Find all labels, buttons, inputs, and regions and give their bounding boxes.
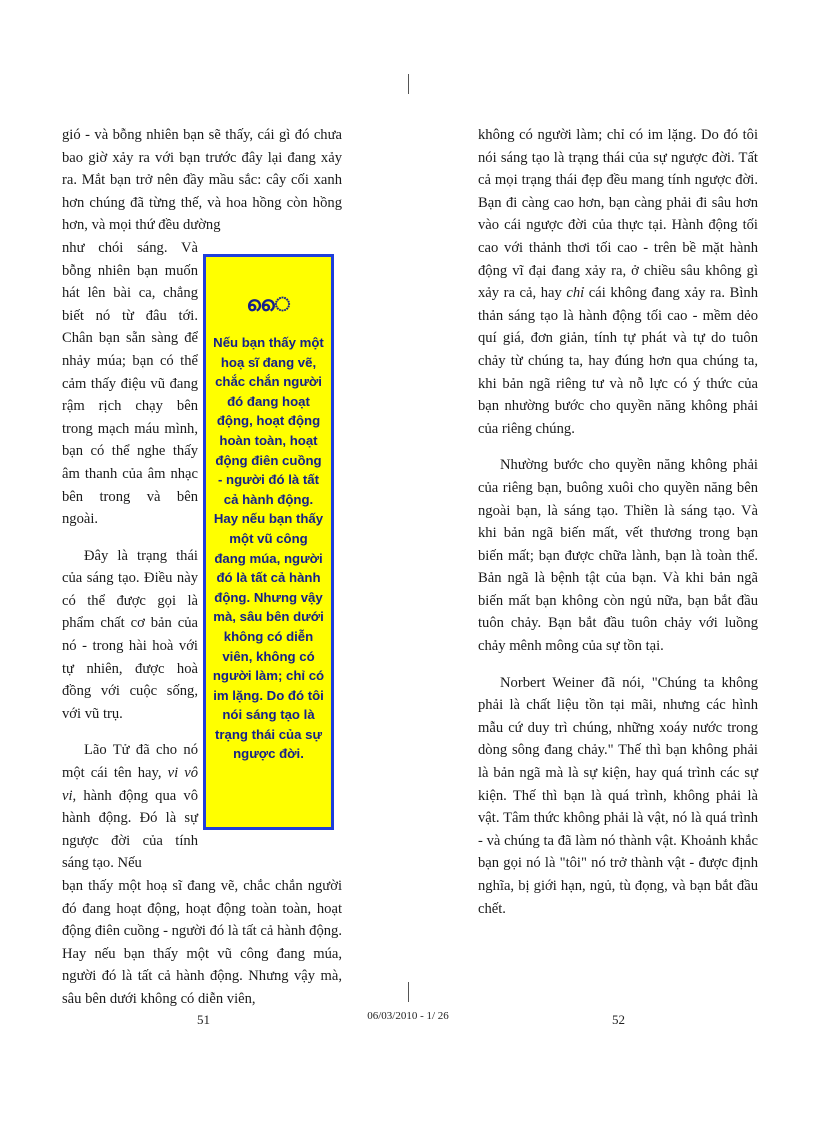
right-p1-after: cái không đang xảy ra. Bình thản sáng tạo là hành động tối cao - mềm dẻo quí giá, đơn giản, tính tự phát và tự do tuôn chảy từ chúng ta, hay đúng hơn qua chúng ta, khi bản ngã riêng tư và nỗ lực có ý thức của bạn nhường bước cho quyền năng không phải của riêng chúng.: [478, 285, 758, 437]
left-paragraph-1-narrow: như chói sáng. Và bỗng nhiên bạn muốn hát lên bài ca, chẳng biết nó từ đâu tới. Chân bạn sẵn sàng để nhảy múa; bạn có thể cảm thấy điệu vũ đang rậm rịch chạy bên trong mạch máu mình, bạn có thể nghe thấy âm thanh của âm nhạc bên trong và bên ngoài.: [62, 239, 198, 528]
p3-text-after: hành động qua vô hành động. Đó là sự ngược đời của tính sáng tạo. Nếu: [62, 787, 198, 872]
left-paragraph-3: [62, 739, 198, 875]
right-paragraph-1: [478, 124, 758, 440]
right-page-number: 52: [612, 1012, 625, 1027]
left-paragraph-1-full: gió - và bỗng nhiên bạn sẽ thấy, cái gì đó chưa bao giờ xảy ra với bạn trước đây lại đang xảy ra. Mắt bạn trở nên đầy mầu sắc: cây cối xanh hơn chúng đã từng thế, và hoa hồng còn hồng hơn, và mọi thứ đều dường: [62, 127, 342, 234]
right-page-column: [478, 124, 758, 920]
ornament-icon: ൈ: [246, 294, 291, 316]
print-date-label: 06/03/2010 - 1/ 26: [367, 1010, 449, 1022]
left-wrapped-text: [62, 237, 198, 875]
left-page-number: 51: [197, 1012, 210, 1027]
pull-quote-box: [203, 254, 334, 830]
left-paragraph-2: Đây là trạng thái của sáng tạo. Điều này có thể được gọi là phẩm chất cơ bản của nó - trong hài hoà với tự nhiên, được hoà đồng với cuộc sống, với vũ trụ.: [62, 547, 198, 722]
pull-quote-text: Nếu bạn thấy một hoạ sĩ đang vẽ, chắc chắn người đó đang hoạt động, hoạt động hoàn toàn, hoạt động điên cuồng - người đó là tất cả hành động. Hay nếu bạn thấy một vũ công đang múa, người đó là tất cả hành động. Nhưng vậy mà, sâu bên dưới không có diễn viên, không có người làm; chỉ có im lặng. Do đó tôi nói sáng tạo là trạng thái của sự ngược đời.: [212, 335, 325, 762]
center-fold-mark-top: [408, 74, 409, 94]
right-paragraph-3: Norbert Weiner đã nói, "Chúng ta không phải là chất liệu tồn tại mãi, nhưng các hình mẫu cứ duy trì chúng, những xoáy nước trong dòng sông đang chảy." Thế thì bạn không phải là bản ngã mà là sự kiện, hay quá trình các sự kiện. Thế thì bạn là quá trình, không phải là vật. Tâm thức không phải là vật, nó là quá trình - và chúng ta đã làm nó thành vật. Khoảnh khắc bạn gọi nó là "tôi" nó trở thành vật - được định nghĩa, bị giới hạn, ngủ, tù đọng, và bạn bắt đầu chết.: [478, 674, 758, 917]
left-paragraph-3-full: bạn thấy một hoạ sĩ đang vẽ, chắc chắn người đó đang hoạt động, hoạt động toàn toàn, hoạt động điên cuồng - người đó là tất cả hành động. Hay nếu bạn thấy một vũ công đang múa, người đó là tất cả hành động. Nhưng vậy mà, sâu bên dưới không có diễn viên,: [62, 878, 342, 1007]
p3-italic-term: vi vô vi,: [62, 765, 198, 804]
center-fold-mark-bottom: [408, 982, 409, 1002]
p3-text-before: Lão Tử đã cho nó một cái tên hay,: [62, 742, 198, 782]
right-p1-before: không có người làm; chỉ có im lặng. Do đó tôi nói sáng tạo là trạng thái của sự ngược đời. Tất cả mọi trạng thái đẹp đều mang tính ngược đời. Bạn đi càng cao hơn, bạn càng phải đi sâu hơn vào cái ngược đời của thực tại. Hành động tối cao với thảnh thơi tối cao - trên bề mặt hành động vĩ đại đang xảy ra, ở chiều sâu không gì xảy ra cả, hay: [478, 127, 758, 302]
right-p1-italic: chỉ: [566, 285, 585, 302]
right-paragraph-2: Nhường bước cho quyền năng không phải của riêng bạn, buông xuôi cho quyền năng bên ngoài bạn, là sáng tạo. Thiền là sáng tạo. Và khi bản ngã biến mất, vết thương trong bạn biến mất; bạn được chữa lành, bạn là toàn thể. Bản ngã là bệnh tật của bạn. Và khi bản ngã biến mất bạn không còn ngủ nữa, bạn bắt đầu tuôn chảy. Bạn bắt đầu tuôn chảy với luồng chảy mênh mông của sự tồn tại.: [478, 457, 758, 655]
